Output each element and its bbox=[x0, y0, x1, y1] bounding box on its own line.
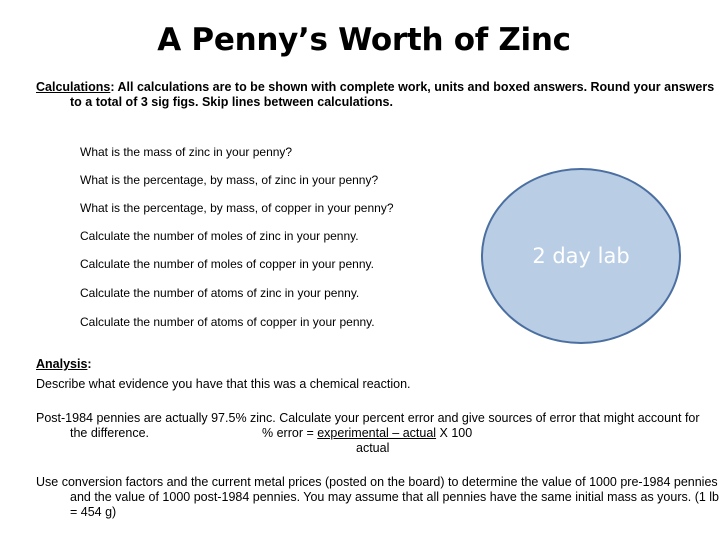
calculations-label: Calculations bbox=[36, 80, 111, 94]
question-1: What is the mass of zinc in your penny? bbox=[80, 145, 293, 159]
analysis-post1984: Post-1984 pennies are actually 97.5% zinc. Calculate your percent error and give sources of error that might account for the difference. bbox=[36, 411, 700, 440]
analysis-colon: : bbox=[87, 357, 92, 371]
two-day-lab-badge bbox=[481, 168, 681, 344]
question-7: Calculate the number of atoms of copper in your penny. bbox=[80, 315, 375, 329]
page-title: A Penny’s Worth of Zinc bbox=[157, 22, 571, 58]
formula-denominator: actual bbox=[356, 441, 390, 455]
calculations-text: : All calculations are to be shown with complete work, units and boxed answers. Round your answers to a total of 3 sig figs. Skip lines between calculations. bbox=[70, 80, 715, 109]
question-5: Calculate the number of moles of copper in your penny. bbox=[80, 257, 374, 271]
question-4: Calculate the number of moles of zinc in your penny. bbox=[80, 229, 359, 243]
calculations-instructions bbox=[36, 80, 720, 110]
formula-prefix: % error = bbox=[262, 426, 318, 440]
badge-label: 2 day lab bbox=[532, 244, 630, 268]
question-2: What is the percentage, by mass, of zinc in your penny? bbox=[80, 173, 379, 187]
formula-numerator: experimental – actual bbox=[317, 426, 437, 440]
question-3: What is the percentage, by mass, of copper in your penny? bbox=[80, 201, 394, 215]
formula-suffix: X 100 bbox=[436, 426, 473, 440]
analysis-label: Analysis bbox=[36, 357, 88, 371]
analysis-evidence: Describe what evidence you have that this was a chemical reaction. bbox=[36, 377, 411, 391]
analysis-conversion: Use conversion factors and the current metal prices (posted on the board) to determine the value of 1000 pre-1984 pennies and the value of 1000 post-1984 pennies. You may assume that all pennies have the same initial mass as yours. (1 lb = 454 g) bbox=[36, 475, 720, 519]
percent-error-formula bbox=[262, 426, 472, 441]
question-6: Calculate the number of atoms of zinc in your penny. bbox=[80, 286, 360, 300]
analysis-heading bbox=[36, 357, 686, 372]
